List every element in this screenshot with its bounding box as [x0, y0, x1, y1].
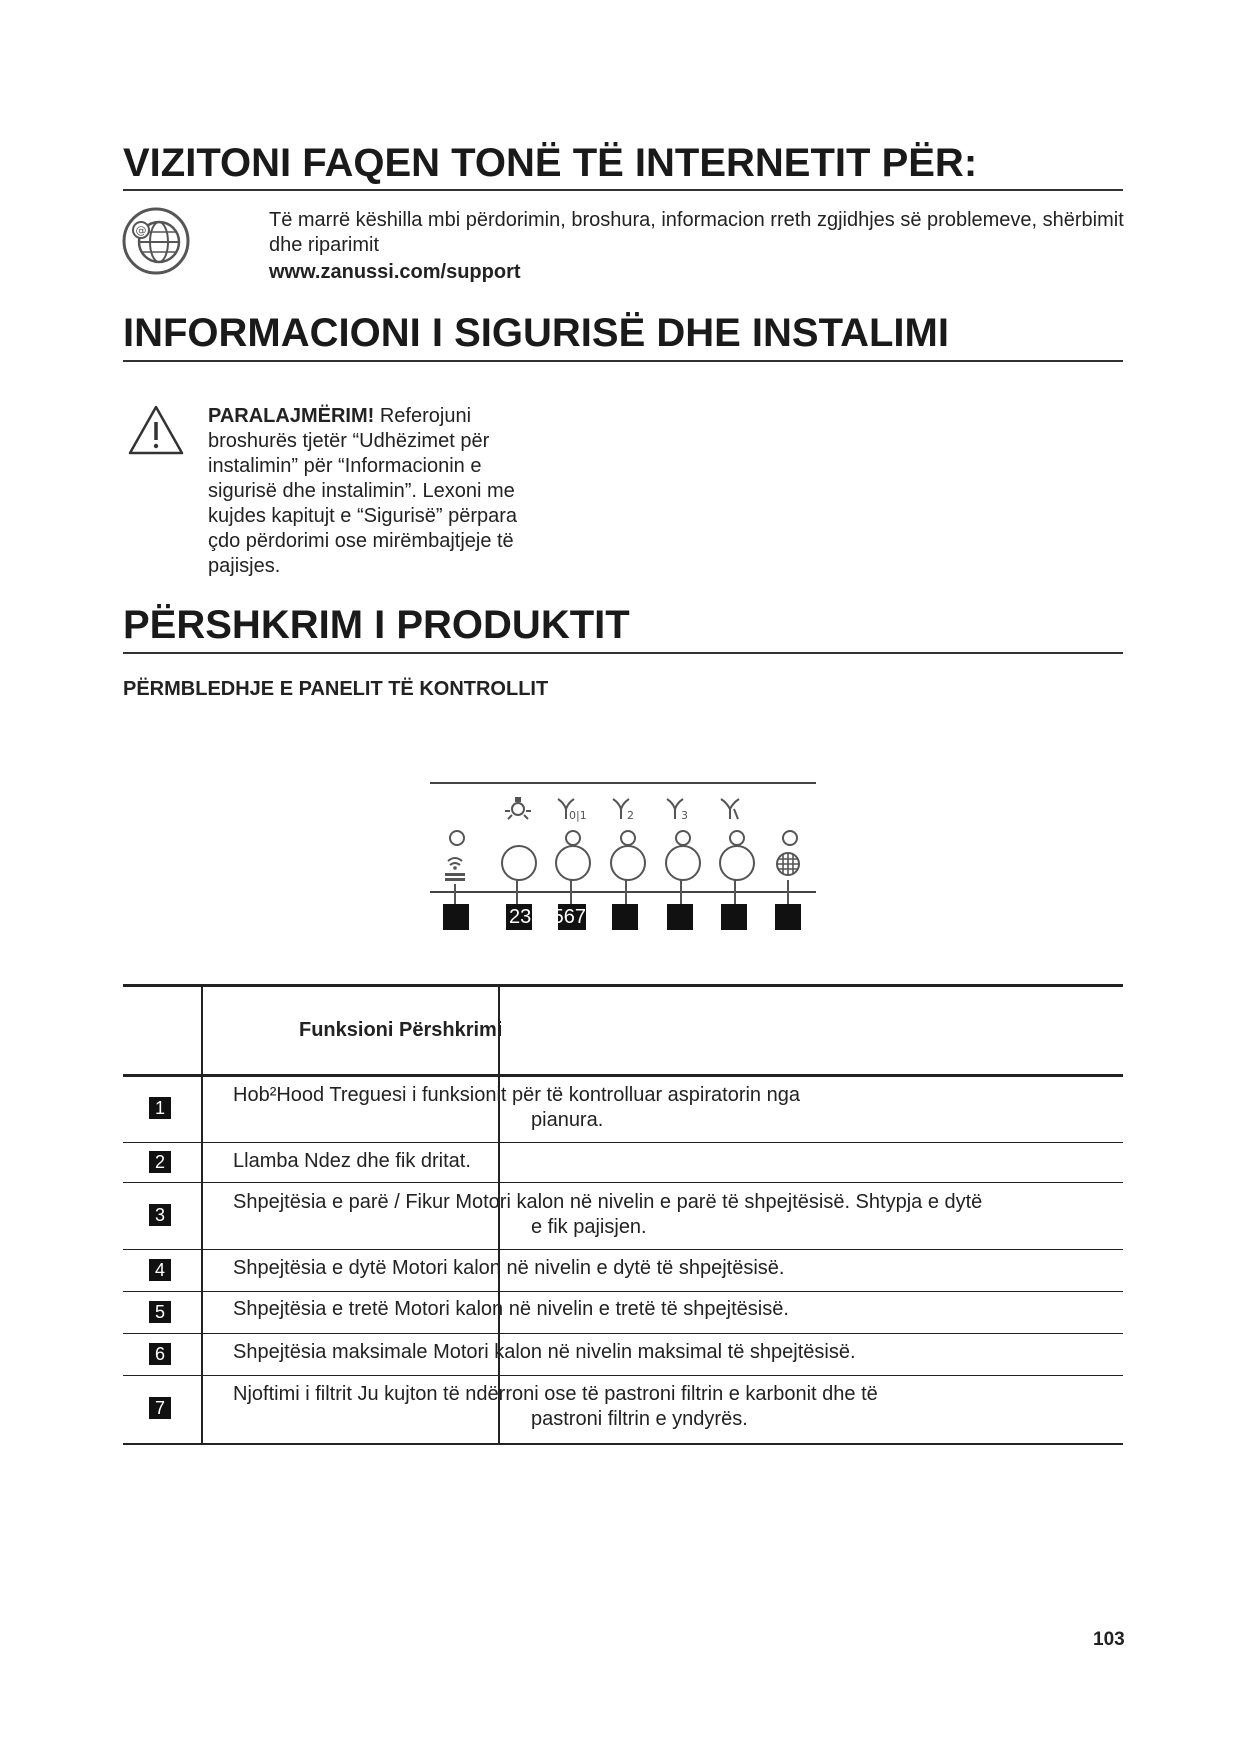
- table-row-border: [123, 1333, 1123, 1334]
- row-number: 1: [149, 1097, 171, 1119]
- pointer-line: [680, 880, 682, 904]
- row-text: pianura.: [531, 1109, 604, 1131]
- led-indicator: [782, 830, 798, 846]
- panel-number-box: 23: [506, 904, 532, 930]
- speed-1-button[interactable]: [555, 845, 591, 881]
- warning-triangle-icon: [127, 404, 185, 456]
- section-title-website: VIZITONI FAQEN TONË TË INTERNETIT PËR:: [123, 141, 978, 185]
- row-text: Shpejtësia maksimale Motori kalon në nivelin maksimal të shpejtësisë.: [233, 1341, 856, 1363]
- speed-3-button[interactable]: [665, 845, 701, 881]
- fan-max-icon: [717, 795, 747, 823]
- section-title-safety: INFORMACIONI I SIGURISË DHE INSTALIMI: [123, 311, 949, 355]
- svg-text:@: @: [135, 224, 147, 237]
- row-number: 6: [149, 1343, 171, 1365]
- speed-marker-text: 0|1: [569, 809, 587, 822]
- pointer-line: [625, 880, 627, 904]
- table-row-border: [123, 1249, 1123, 1250]
- panel-number-box: [612, 904, 638, 930]
- pointer-line: [734, 880, 736, 904]
- panel-bottom-line: [430, 891, 816, 893]
- led-indicator: [449, 830, 465, 846]
- pointer-line: [516, 880, 518, 904]
- row-number: 5: [149, 1301, 171, 1323]
- pointer-line: [787, 880, 789, 904]
- table-row-border: [123, 1142, 1123, 1143]
- led-indicator: [675, 830, 691, 846]
- table-header: Funksioni Përshkrimi: [299, 1019, 503, 1041]
- warning-line: sigurisë dhe instalimin”. Lexoni me: [208, 480, 515, 502]
- website-description: Të marrë këshilla mbi përdorimin, broshura, informacion rreth zgjidhjes së problemeve, shërbimit dhe riparimit: [269, 209, 1124, 256]
- hob2hood-icon: [440, 853, 470, 883]
- row-text: Shpejtësia e tretë Motori kalon në nivelin e tretë të shpejtësisë.: [233, 1298, 789, 1320]
- warning-line: pajisjes.: [208, 555, 281, 577]
- row-number: 3: [149, 1204, 171, 1226]
- row-text: pastroni filtrin e yndyrës.: [531, 1408, 748, 1430]
- table-row-border: [123, 1375, 1123, 1376]
- speed-marker-text: 3: [681, 809, 688, 822]
- support-url[interactable]: www.zanussi.com/support: [269, 261, 521, 283]
- row-number: 2: [149, 1151, 171, 1173]
- pointer-line: [454, 884, 456, 904]
- warning-line: Referojuni: [374, 405, 472, 427]
- panel-number-box: [667, 904, 693, 930]
- led-indicator: [620, 830, 636, 846]
- panel-number-box: [721, 904, 747, 930]
- lamp-icon: [503, 795, 533, 823]
- row-text: e fik pajisjen.: [531, 1216, 647, 1238]
- table-row-border: [123, 1182, 1123, 1183]
- page-number: 103: [1093, 1629, 1125, 1650]
- warning-line: instalimin” për “Informacionin e: [208, 455, 482, 477]
- row-text: Njoftimi i filtrit Ju kujton të ndërroni ose të pastroni filtrin e karbonit dhe të: [233, 1383, 878, 1405]
- panel-number-box: [775, 904, 801, 930]
- section-rule: [123, 360, 1123, 362]
- panel-top-line: [430, 782, 816, 784]
- section-title-product: PËRSHKRIM I PRODUKTIT: [123, 603, 630, 647]
- lamp-button[interactable]: [501, 845, 537, 881]
- led-indicator: [565, 830, 581, 846]
- warning-line: broshurës tjetër “Udhëzimet për: [208, 430, 490, 452]
- warning-label: PARALAJMËRIM!: [208, 405, 375, 427]
- fan-speed-3-icon: [663, 795, 695, 823]
- table-bottom-border: [123, 1443, 1123, 1445]
- warning-line: çdo përdorimi ose mirëmbajtjeje të: [208, 530, 514, 552]
- speed-max-button[interactable]: [719, 845, 755, 881]
- row-text: Shpejtësia e parë / Fikur Motori kalon në nivelin e parë të shpejtësisë. Shtypja e dytë: [233, 1191, 983, 1213]
- row-text: Hob²Hood Treguesi i funksionit për të kontrolluar aspiratorin nga: [233, 1084, 800, 1106]
- table-col-divider: [201, 986, 203, 1445]
- table-top-border: [123, 984, 1123, 987]
- globe-at-icon: [121, 206, 191, 276]
- table-col-divider: [498, 986, 500, 1445]
- panel-number-box: [443, 904, 469, 930]
- row-number: 4: [149, 1259, 171, 1281]
- pointer-line: [570, 880, 572, 904]
- led-indicator: [729, 830, 745, 846]
- section-rule: [123, 652, 1123, 654]
- panel-number-box: 567: [552, 906, 586, 928]
- speed-2-button[interactable]: [610, 845, 646, 881]
- fan-speed-2-icon: [609, 795, 641, 823]
- row-text: Llamba Ndez dhe fik dritat.: [233, 1150, 471, 1172]
- speed-marker-text: 2: [627, 809, 634, 822]
- row-text: Shpejtësia e dytë Motori kalon në nivelin e dytë të shpejtësisë.: [233, 1257, 785, 1279]
- subsection-title: PËRMBLEDHJE E PANELIT TË KONTROLLIT: [123, 678, 549, 700]
- table-header-border: [123, 1074, 1123, 1077]
- warning-paragraph: [208, 404, 608, 579]
- row-number: 7: [149, 1397, 171, 1419]
- section-rule: [123, 189, 1123, 191]
- fan-speed-1-icon: [554, 795, 594, 823]
- warning-line: kujdes kapitujt e “Sigurisë” përpara: [208, 505, 518, 527]
- filter-grid-icon: [774, 850, 802, 878]
- table-row-border: [123, 1291, 1123, 1292]
